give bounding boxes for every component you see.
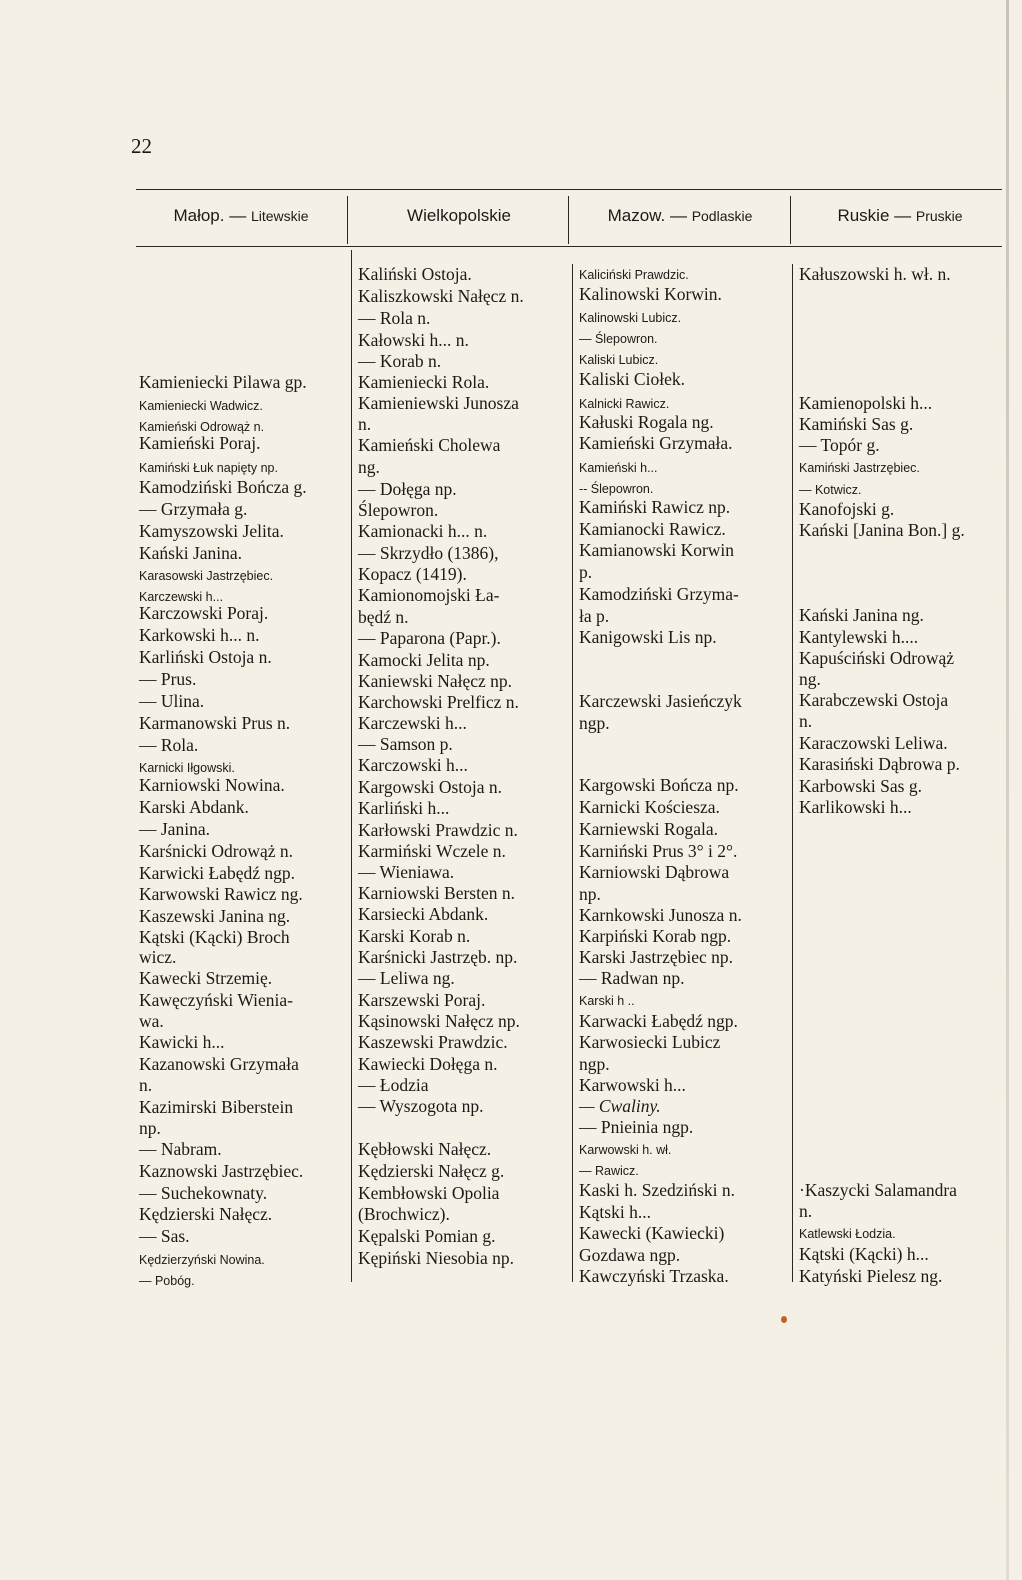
entry: wicz.	[139, 947, 177, 967]
entry: Kazimirski Biberstein	[139, 1097, 294, 1117]
entry: Kamianocki Rawicz.	[579, 519, 726, 539]
entry: Kępalski Pomian g.	[358, 1226, 496, 1246]
entry: Karchowski Prelficz n.	[358, 692, 519, 712]
entry: — Pnieinia ngp.	[579, 1117, 694, 1137]
entry: — Kotwicz.	[799, 483, 862, 497]
entry: Kamiński Jastrzębiec.	[799, 461, 920, 475]
entry: Kamieński Odrowąż n.	[139, 420, 265, 434]
entry: — Korab n.	[358, 351, 442, 371]
entry: Kaliski Ciołek.	[579, 369, 685, 389]
column-divider-1	[351, 250, 352, 1282]
entry: Karwowski Rawicz ng.	[139, 884, 303, 904]
column-divider-3	[792, 264, 793, 1282]
entry: Karasiński Dąbrowa p.	[799, 754, 960, 774]
entry: Kawiecki Dołęga n.	[358, 1054, 498, 1074]
entry: Karkowski h... n.	[139, 625, 260, 645]
entry: Kamienopolski h...	[799, 393, 933, 413]
entry: Kątski (Kącki) h...	[799, 1244, 929, 1264]
entry: Ślepowron.	[358, 500, 439, 520]
entry: Kamieński Poraj.	[139, 433, 261, 453]
entry: Karabczewski Ostoja	[799, 690, 949, 710]
entry: Kamieniewski Junosza	[358, 393, 519, 413]
entry: Kanofojski g.	[799, 499, 895, 519]
entry: -- Ślepowron.	[579, 482, 654, 496]
entry: Gozdawa ngp.	[579, 1245, 681, 1265]
entry: n.	[139, 1075, 153, 1095]
entry: Karaczowski Leliwa.	[799, 733, 948, 753]
entry: Kałowski h... n.	[358, 330, 469, 350]
entry: Kamionomojski Ła-	[358, 585, 500, 605]
entry: Karszewski Poraj.	[358, 990, 486, 1010]
entry: Kamodziński Grzyma-	[579, 584, 739, 604]
entry: Karmiński Wczele n.	[358, 841, 506, 861]
entry: Karśnicki Odrowąż n.	[139, 841, 294, 861]
entry: Kamieniecki Wadwicz.	[139, 399, 263, 413]
header-divider-2	[568, 196, 569, 244]
entry: p.	[579, 562, 593, 582]
entry: n.	[358, 414, 372, 434]
entry: Kamianowski Korwin	[579, 540, 735, 560]
entry: Kamocki Jelita np.	[358, 650, 490, 670]
entry: — Rola.	[139, 735, 199, 755]
entry: Karlikowski h...	[799, 797, 912, 817]
entry: Karliński Ostoja n.	[139, 647, 272, 667]
entry: Kędzierski Nałęcz g.	[358, 1161, 505, 1181]
entry: Karnicki Kościesza.	[579, 797, 720, 817]
entry: Kalinowski Korwin.	[579, 284, 722, 304]
entry: Karczewski h...	[358, 713, 467, 733]
entry: Kawecki (Kawiecki)	[579, 1223, 725, 1243]
entry: Katyński Pielesz ng.	[799, 1266, 943, 1286]
header-divider-3	[790, 196, 791, 244]
header-main: Małop. —	[173, 206, 247, 225]
entry: Kaliciński Prawdzic.	[579, 268, 689, 282]
entry: Kaliszkowski Nałęcz n.	[358, 286, 524, 306]
entry: Kawęczyński Wienia-	[139, 990, 293, 1010]
entry: Karski Abdank.	[139, 797, 249, 817]
entry: Kamieński Cholewa	[358, 435, 501, 455]
entry: Karczewski Jasieńczyk	[579, 691, 742, 711]
entry: np.	[139, 1118, 161, 1138]
entry: Kantylewski h....	[799, 627, 919, 647]
entry: np.	[579, 884, 601, 904]
entry: Kański Janina.	[139, 543, 243, 563]
entry: Kaszewski Janina ng.	[139, 906, 291, 926]
entry: ng.	[799, 669, 821, 689]
header-main: Ruskie —	[837, 206, 912, 225]
entry: Kaliski Lubicz.	[579, 353, 659, 367]
entry: ła p.	[579, 606, 610, 626]
entry: Kałuszowski h. wł. n.	[799, 264, 951, 284]
entry: wa.	[139, 1011, 164, 1031]
entry: — Radwan np.	[579, 968, 685, 988]
entry: Kański [Janina Bon.] g.	[799, 520, 965, 540]
entry: Kargowski Ostoja n.	[358, 777, 503, 797]
entry: Karpiński Korab ngp.	[579, 926, 732, 946]
entry: Karsiecki Abdank.	[358, 904, 489, 924]
entry: Kawicki h...	[139, 1032, 225, 1052]
entry: — Sas.	[139, 1226, 190, 1246]
entry: ngp.	[579, 713, 610, 733]
header-wielkopolskie	[350, 206, 568, 236]
entry: Kamionacki h... n.	[358, 521, 488, 541]
header-main: Mazow. —	[607, 206, 687, 225]
entry: Kąsinowski Nałęcz np.	[358, 1011, 520, 1031]
entry: — Paparona (Papr.).	[358, 628, 501, 648]
header-sub: Litewskie	[250, 208, 309, 224]
entry: Karniewski Rogala.	[579, 819, 718, 839]
header-main: Wielkopolskie	[407, 206, 511, 225]
entry: Kawczyński Trzaska.	[579, 1266, 729, 1286]
entry: Kamieński Grzymała.	[579, 433, 733, 453]
entry: Kątski (Kącki) Broch	[139, 927, 290, 947]
entry: Kamiński Rawicz np.	[579, 497, 731, 517]
entry: Karwowski h. wł.	[579, 1143, 672, 1157]
entry: Karwicki Łabędź ngp.	[139, 863, 295, 883]
entry: — Skrzydło (1386),	[358, 543, 499, 563]
entry: — Samson p.	[358, 734, 453, 754]
entry: Kępiński Niesobia np.	[358, 1248, 515, 1268]
entry: Kembłowski Opolia	[358, 1183, 500, 1203]
entry: Kalinowski Lubicz.	[579, 311, 682, 325]
entry: Kamieński h...	[579, 461, 658, 475]
entry: Karski Jastrzębiec np.	[579, 947, 734, 967]
entry: — Pobóg.	[139, 1274, 195, 1288]
entry: — Wieniawa.	[358, 862, 455, 882]
entry: Karski h ..	[579, 994, 635, 1008]
entry: Kański Janina ng.	[799, 605, 924, 625]
entry: Kaszewski Prawdzic.	[358, 1032, 508, 1052]
entry: — Rola n.	[358, 308, 431, 328]
entry: Karski Korab n.	[358, 926, 471, 946]
entry: Karśnicki Jastrzęb. np.	[358, 947, 518, 967]
entry: — Janina.	[139, 819, 210, 839]
entry: Karniowski Bersten n.	[358, 883, 515, 903]
entry: Karmanowski Prus n.	[139, 713, 291, 733]
entry: — Leliwa ng.	[358, 968, 455, 988]
entry: — Rawicz.	[579, 1164, 639, 1178]
entry: Kazanowski Grzymała	[139, 1054, 299, 1074]
header-sub: Podlaskie	[691, 208, 753, 224]
entry: Kargowski Bończa np.	[579, 775, 739, 795]
entry: Kanigowski Lis np.	[579, 627, 717, 647]
entry: Kapuściński Odrowąż	[799, 648, 955, 668]
entry: Kopacz (1419).	[358, 564, 467, 584]
entry: Katlewski Łodzia.	[799, 1227, 896, 1241]
entry: — Wyszogota np.	[358, 1096, 484, 1116]
entry: Kamodziński Bończa g.	[139, 477, 307, 497]
entry: — Łodzia	[358, 1075, 429, 1095]
entry: Kaliński Ostoja.	[358, 264, 472, 284]
entry: Kamieniecki Rola.	[358, 372, 490, 392]
entry: Karnkowski Junosza n.	[579, 905, 742, 925]
entry: Karłowski Prawdzic n.	[358, 820, 518, 840]
entry: Karczewski h...	[139, 590, 224, 604]
entry: Kamiński Sas g.	[799, 414, 914, 434]
entry: Kamiński Łuk napięty np.	[139, 461, 278, 475]
entry: (Brochwicz).	[358, 1204, 450, 1224]
ink-speck	[781, 1316, 787, 1323]
entry: ngp.	[579, 1054, 610, 1074]
entry: — Topór g.	[799, 435, 880, 455]
entry: ·Kaszycki Salamandra	[799, 1180, 957, 1200]
page-number: 22	[131, 134, 152, 158]
entry: Karbowski Sas g.	[799, 776, 922, 796]
entry: — Nabram.	[139, 1139, 222, 1159]
entry: Karwacki Łabędź ngp.	[579, 1011, 738, 1031]
header-mazow-podlaskie	[570, 206, 790, 236]
entry: Karczowski h...	[358, 755, 468, 775]
entry: — Cwaliny.	[579, 1096, 661, 1116]
entry: Kębłowski Nałęcz.	[358, 1139, 492, 1159]
entry: Karwowski h...	[579, 1075, 686, 1095]
entry: Kędzierski Nałęcz.	[139, 1204, 273, 1224]
entry: Karasowski Jastrzębiec.	[139, 569, 274, 583]
entry: — Suchekownaty.	[139, 1183, 268, 1203]
entry: Kaznowski Jastrzębiec.	[139, 1161, 304, 1181]
entry: Kątski h...	[579, 1202, 651, 1222]
entry: Kamieniecki Pilawa gp.	[139, 372, 307, 392]
entry: Karliński h...	[358, 798, 450, 818]
entry: Kalnicki Rawicz.	[579, 397, 670, 411]
entry: będź n.	[358, 607, 409, 627]
header-malop-litewskie	[136, 206, 346, 236]
entry: n.	[799, 1201, 813, 1221]
entry: Karwosiecki Lubicz	[579, 1032, 721, 1052]
entry: Kałuski Rogala ng.	[579, 412, 714, 432]
entry: Karczowski Poraj.	[139, 603, 269, 623]
entry: Kaski h. Szedziński n.	[579, 1180, 736, 1200]
entry: Kaniewski Nałęcz np.	[358, 671, 513, 691]
entry: Kamyszowski Jelita.	[139, 521, 284, 541]
entry: n.	[799, 711, 813, 731]
entry: Karniowski Nowina.	[139, 775, 285, 795]
entry: — Ulina.	[139, 691, 205, 711]
entry: — Dołęga np.	[358, 479, 457, 499]
header-sub: Pruskie	[915, 208, 963, 224]
entry: — Grzymała g.	[139, 499, 248, 519]
header-top-rule	[136, 189, 1002, 190]
header-bottom-rule	[136, 246, 1002, 247]
header-divider-1	[347, 196, 348, 244]
entry: — Prus.	[139, 669, 197, 689]
entry: Karnicki Iłgowski.	[139, 761, 235, 775]
page-edge	[1006, 0, 1009, 1580]
entry: Kędzierzyński Nowina.	[139, 1253, 265, 1267]
entry: — Ślepowron.	[579, 332, 658, 346]
header-ruskie-pruskie	[792, 206, 1008, 236]
entry: Karniński Prus 3° i 2°.	[579, 841, 738, 861]
column-divider-2	[572, 264, 573, 1282]
entry: Kawecki Strzemię.	[139, 968, 273, 988]
entry: Karniowski Dąbrowa	[579, 862, 730, 882]
entry: ng.	[358, 457, 380, 477]
